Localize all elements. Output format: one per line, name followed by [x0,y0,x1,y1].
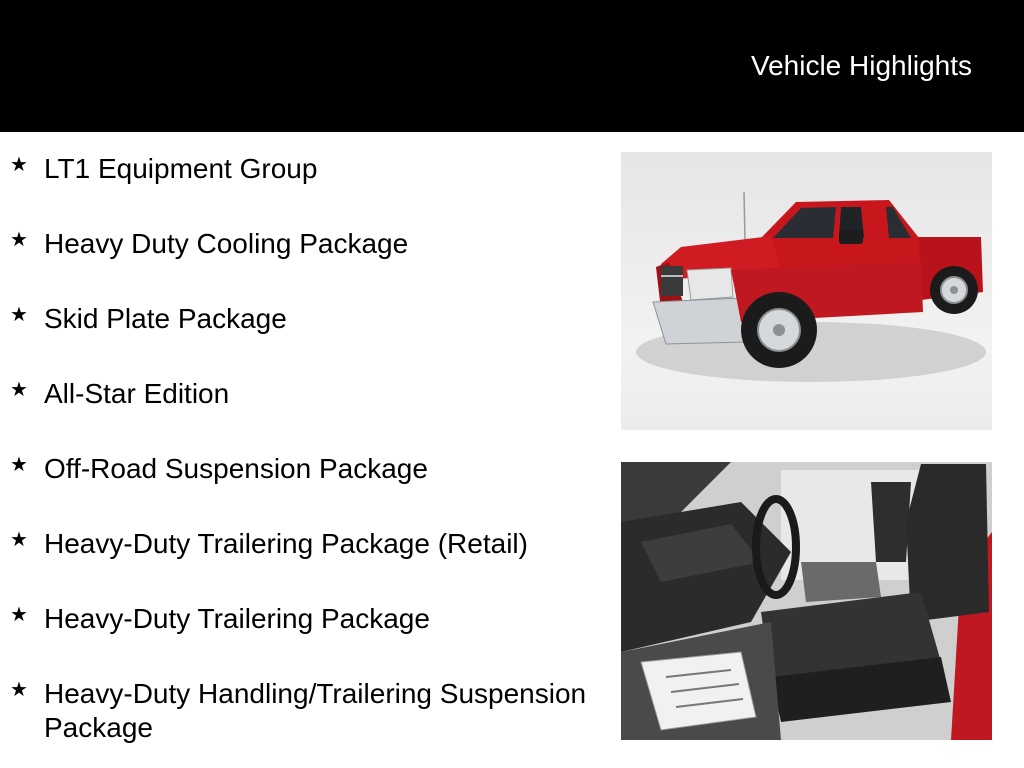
star-icon: ★ [10,679,28,701]
feature-list [10,148,600,745]
feature-item [10,223,600,298]
feature-item [10,148,600,223]
feature-label: All-Star Edition [44,378,230,409]
feature-item [10,448,600,523]
feature-label: Skid Plate Package [44,303,287,334]
star-icon: ★ [10,229,28,251]
star-icon: ★ [10,529,28,551]
feature-item [10,373,600,448]
feature-label: Heavy-Duty Handling/Trailering Suspension Package [44,678,587,743]
star-icon: ★ [10,379,28,401]
interior-photo [621,462,992,740]
header-bar [0,0,1024,132]
feature-label: Heavy Duty Cooling Package [44,228,409,259]
feature-label: Off-Road Suspension Package [44,453,428,484]
star-icon: ★ [10,604,28,626]
star-icon: ★ [10,454,28,476]
feature-label: Heavy-Duty Trailering Package [44,603,430,634]
feature-label: LT1 Equipment Group [44,153,318,184]
exterior-photo [621,152,992,430]
feature-item [10,523,600,598]
feature-item [10,673,600,745]
truck-exterior-image [621,152,992,430]
page-title: Vehicle Highlights [750,50,972,81]
feature-item [10,598,600,673]
feature-label: Heavy-Duty Trailering Package (Retail) [44,528,528,559]
truck-interior-image [621,462,992,740]
star-icon: ★ [10,304,28,326]
star-icon: ★ [10,154,28,176]
feature-item [10,298,600,373]
